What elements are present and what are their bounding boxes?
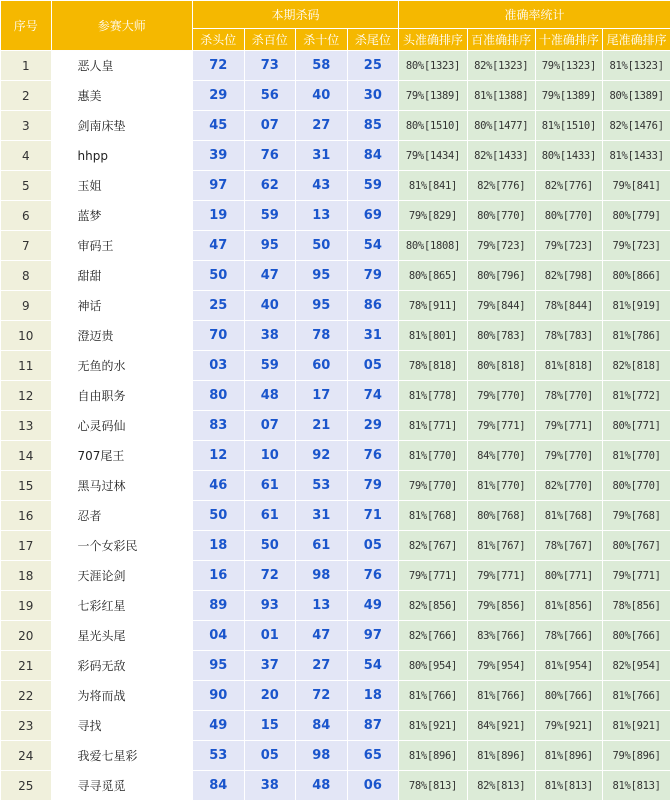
row-accuracy-stat: 80%[865] bbox=[399, 261, 467, 290]
table-row bbox=[1, 741, 670, 770]
table-body bbox=[1, 51, 670, 800]
row-accuracy-stat: 78%[783] bbox=[536, 321, 603, 350]
row-accuracy-stat: 80%[954] bbox=[399, 651, 467, 680]
row-kill-number: 04 bbox=[193, 621, 244, 650]
row-accuracy-stat: 81%[770] bbox=[603, 441, 670, 470]
row-accuracy-stat: 81%[801] bbox=[399, 321, 467, 350]
row-accuracy-stat: 80%[796] bbox=[468, 261, 535, 290]
row-master-name: 神话 bbox=[52, 291, 192, 320]
row-accuracy-stat: 82%[776] bbox=[536, 171, 603, 200]
row-kill-number: 45 bbox=[193, 111, 244, 140]
row-kill-number: 46 bbox=[193, 471, 244, 500]
row-kill-number: 84 bbox=[348, 141, 399, 170]
row-accuracy-stat: 79%[841] bbox=[603, 171, 670, 200]
row-accuracy-stat: 82%[856] bbox=[399, 591, 467, 620]
row-kill-number: 39 bbox=[193, 141, 244, 170]
row-accuracy-stat: 79%[770] bbox=[468, 381, 535, 410]
header-stat-head: 头准确排序 bbox=[399, 29, 467, 50]
row-kill-number: 95 bbox=[296, 291, 347, 320]
row-kill-number: 13 bbox=[296, 201, 347, 230]
row-accuracy-stat: 81%[813] bbox=[603, 771, 670, 800]
row-master-name: 为将而战 bbox=[52, 681, 192, 710]
row-kill-number: 95 bbox=[193, 651, 244, 680]
row-accuracy-stat: 81%[896] bbox=[536, 741, 603, 770]
header-kill-group: 本期杀码 bbox=[193, 1, 398, 28]
row-kill-number: 83 bbox=[193, 411, 244, 440]
row-accuracy-stat: 79%[1389] bbox=[536, 81, 603, 110]
row-accuracy-stat: 79%[771] bbox=[468, 411, 535, 440]
row-kill-number: 07 bbox=[245, 111, 296, 140]
header-stat-hundred: 百准确排序 bbox=[468, 29, 535, 50]
table-row bbox=[1, 771, 670, 800]
row-kill-number: 84 bbox=[296, 711, 347, 740]
row-kill-number: 54 bbox=[348, 651, 399, 680]
table-row bbox=[1, 591, 670, 620]
row-seq: 15 bbox=[1, 471, 51, 500]
row-kill-number: 93 bbox=[245, 591, 296, 620]
table-row bbox=[1, 561, 670, 590]
table-row bbox=[1, 111, 670, 140]
row-kill-number: 40 bbox=[296, 81, 347, 110]
row-accuracy-stat: 79%[1434] bbox=[399, 141, 467, 170]
row-kill-number: 13 bbox=[296, 591, 347, 620]
row-kill-number: 43 bbox=[296, 171, 347, 200]
row-kill-number: 12 bbox=[193, 441, 244, 470]
row-accuracy-stat: 79%[844] bbox=[468, 291, 535, 320]
row-kill-number: 89 bbox=[193, 591, 244, 620]
header-kill-ten: 杀十位 bbox=[296, 29, 347, 50]
row-accuracy-stat: 81%[1433] bbox=[603, 141, 670, 170]
row-accuracy-stat: 81%[772] bbox=[603, 381, 670, 410]
row-accuracy-stat: 78%[767] bbox=[536, 531, 603, 560]
row-seq: 6 bbox=[1, 201, 51, 230]
row-master-name: 自由职务 bbox=[52, 381, 192, 410]
row-kill-number: 72 bbox=[193, 51, 244, 80]
row-accuracy-stat: 79%[770] bbox=[399, 471, 467, 500]
row-kill-number: 31 bbox=[296, 141, 347, 170]
row-master-name: hhpp bbox=[52, 141, 192, 170]
row-accuracy-stat: 80%[1433] bbox=[536, 141, 603, 170]
row-kill-number: 27 bbox=[296, 111, 347, 140]
row-kill-number: 58 bbox=[296, 51, 347, 80]
row-accuracy-stat: 81%[1323] bbox=[603, 51, 670, 80]
table-row bbox=[1, 711, 670, 740]
row-kill-number: 76 bbox=[245, 141, 296, 170]
table-row bbox=[1, 231, 670, 260]
row-kill-number: 48 bbox=[296, 771, 347, 800]
row-master-name: 寻找 bbox=[52, 711, 192, 740]
row-accuracy-stat: 78%[844] bbox=[536, 291, 603, 320]
table-row bbox=[1, 51, 670, 80]
row-accuracy-stat: 78%[766] bbox=[536, 621, 603, 650]
row-kill-number: 59 bbox=[245, 351, 296, 380]
row-kill-number: 18 bbox=[348, 681, 399, 710]
row-kill-number: 01 bbox=[245, 621, 296, 650]
row-accuracy-stat: 81%[841] bbox=[399, 171, 467, 200]
row-seq: 17 bbox=[1, 531, 51, 560]
row-master-name: 蓝梦 bbox=[52, 201, 192, 230]
row-kill-number: 98 bbox=[296, 741, 347, 770]
table-row bbox=[1, 381, 670, 410]
row-master-name: 天涯论剑 bbox=[52, 561, 192, 590]
row-accuracy-stat: 81%[766] bbox=[603, 681, 670, 710]
row-accuracy-stat: 81%[896] bbox=[399, 741, 467, 770]
row-kill-number: 95 bbox=[296, 261, 347, 290]
row-kill-number: 05 bbox=[348, 531, 399, 560]
row-accuracy-stat: 81%[771] bbox=[399, 411, 467, 440]
row-accuracy-stat: 80%[1389] bbox=[603, 81, 670, 110]
row-kill-number: 72 bbox=[245, 561, 296, 590]
table-row bbox=[1, 141, 670, 170]
row-kill-number: 61 bbox=[245, 471, 296, 500]
header-stat-ten: 十准确排序 bbox=[536, 29, 603, 50]
table-row bbox=[1, 351, 670, 380]
header-seq: 序号 bbox=[1, 1, 51, 50]
row-accuracy-stat: 78%[818] bbox=[399, 351, 467, 380]
row-kill-number: 47 bbox=[193, 231, 244, 260]
row-kill-number: 80 bbox=[193, 381, 244, 410]
row-accuracy-stat: 79%[921] bbox=[536, 711, 603, 740]
row-seq: 8 bbox=[1, 261, 51, 290]
row-accuracy-stat: 78%[770] bbox=[536, 381, 603, 410]
row-kill-number: 76 bbox=[348, 561, 399, 590]
row-seq: 3 bbox=[1, 111, 51, 140]
row-seq: 20 bbox=[1, 621, 51, 650]
row-master-name: 707尾王 bbox=[52, 441, 192, 470]
row-accuracy-stat: 80%[766] bbox=[603, 621, 670, 650]
row-kill-number: 19 bbox=[193, 201, 244, 230]
row-accuracy-stat: 84%[770] bbox=[468, 441, 535, 470]
row-kill-number: 53 bbox=[193, 741, 244, 770]
row-accuracy-stat: 81%[770] bbox=[468, 471, 535, 500]
row-kill-number: 07 bbox=[245, 411, 296, 440]
row-kill-number: 30 bbox=[348, 81, 399, 110]
header-stat-group: 准确率统计 bbox=[399, 1, 670, 28]
row-seq: 14 bbox=[1, 441, 51, 470]
row-kill-number: 50 bbox=[296, 231, 347, 260]
row-seq: 1 bbox=[1, 51, 51, 80]
row-kill-number: 50 bbox=[245, 531, 296, 560]
row-accuracy-stat: 81%[919] bbox=[603, 291, 670, 320]
row-kill-number: 73 bbox=[245, 51, 296, 80]
row-accuracy-stat: 80%[767] bbox=[603, 531, 670, 560]
table-row bbox=[1, 651, 670, 680]
row-accuracy-stat: 81%[813] bbox=[536, 771, 603, 800]
row-seq: 7 bbox=[1, 231, 51, 260]
row-accuracy-stat: 79%[770] bbox=[536, 441, 603, 470]
row-master-name: 彩码无敌 bbox=[52, 651, 192, 680]
table-row bbox=[1, 501, 670, 530]
row-accuracy-stat: 82%[1476] bbox=[603, 111, 670, 140]
row-seq: 10 bbox=[1, 321, 51, 350]
row-kill-number: 61 bbox=[296, 531, 347, 560]
row-accuracy-stat: 80%[1808] bbox=[399, 231, 467, 260]
table-row bbox=[1, 261, 670, 290]
header-master: 参赛大师 bbox=[52, 1, 192, 50]
table-row bbox=[1, 411, 670, 440]
row-kill-number: 38 bbox=[245, 321, 296, 350]
row-kill-number: 53 bbox=[296, 471, 347, 500]
row-accuracy-stat: 79%[1323] bbox=[536, 51, 603, 80]
row-accuracy-stat: 79%[1389] bbox=[399, 81, 467, 110]
row-accuracy-stat: 81%[921] bbox=[399, 711, 467, 740]
table-row bbox=[1, 201, 670, 230]
row-kill-number: 49 bbox=[193, 711, 244, 740]
row-kill-number: 59 bbox=[245, 201, 296, 230]
row-accuracy-stat: 81%[766] bbox=[468, 681, 535, 710]
row-accuracy-stat: 82%[954] bbox=[603, 651, 670, 680]
row-seq: 5 bbox=[1, 171, 51, 200]
row-accuracy-stat: 81%[856] bbox=[536, 591, 603, 620]
row-kill-number: 25 bbox=[193, 291, 244, 320]
row-kill-number: 16 bbox=[193, 561, 244, 590]
row-master-name: 惠美 bbox=[52, 81, 192, 110]
row-accuracy-stat: 80%[1323] bbox=[399, 51, 467, 80]
row-accuracy-stat: 79%[771] bbox=[536, 411, 603, 440]
row-kill-number: 79 bbox=[348, 471, 399, 500]
row-kill-number: 06 bbox=[348, 771, 399, 800]
row-kill-number: 56 bbox=[245, 81, 296, 110]
row-accuracy-stat: 81%[818] bbox=[536, 351, 603, 380]
row-kill-number: 15 bbox=[245, 711, 296, 740]
row-accuracy-stat: 80%[1477] bbox=[468, 111, 535, 140]
row-seq: 11 bbox=[1, 351, 51, 380]
row-master-name: 澄迈贵 bbox=[52, 321, 192, 350]
row-kill-number: 31 bbox=[348, 321, 399, 350]
row-kill-number: 27 bbox=[296, 651, 347, 680]
row-kill-number: 50 bbox=[193, 501, 244, 530]
row-kill-number: 38 bbox=[245, 771, 296, 800]
row-kill-number: 97 bbox=[348, 621, 399, 650]
table-row bbox=[1, 681, 670, 710]
table-row bbox=[1, 321, 670, 350]
row-master-name: 剑南床垫 bbox=[52, 111, 192, 140]
row-accuracy-stat: 79%[771] bbox=[399, 561, 467, 590]
row-seq: 22 bbox=[1, 681, 51, 710]
row-seq: 19 bbox=[1, 591, 51, 620]
row-master-name: 星光头尾 bbox=[52, 621, 192, 650]
row-seq: 21 bbox=[1, 651, 51, 680]
row-accuracy-stat: 81%[921] bbox=[603, 711, 670, 740]
table-row bbox=[1, 531, 670, 560]
row-accuracy-stat: 82%[766] bbox=[399, 621, 467, 650]
row-kill-number: 48 bbox=[245, 381, 296, 410]
row-master-name: 忍者 bbox=[52, 501, 192, 530]
row-accuracy-stat: 80%[771] bbox=[536, 561, 603, 590]
row-accuracy-stat: 82%[818] bbox=[603, 351, 670, 380]
row-master-name: 玉姐 bbox=[52, 171, 192, 200]
row-kill-number: 49 bbox=[348, 591, 399, 620]
row-accuracy-stat: 81%[768] bbox=[399, 501, 467, 530]
row-accuracy-stat: 82%[767] bbox=[399, 531, 467, 560]
table-row bbox=[1, 291, 670, 320]
row-accuracy-stat: 78%[813] bbox=[399, 771, 467, 800]
row-kill-number: 25 bbox=[348, 51, 399, 80]
row-master-name: 甜甜 bbox=[52, 261, 192, 290]
row-accuracy-stat: 80%[866] bbox=[603, 261, 670, 290]
row-accuracy-stat: 82%[770] bbox=[536, 471, 603, 500]
row-kill-number: 29 bbox=[348, 411, 399, 440]
row-kill-number: 69 bbox=[348, 201, 399, 230]
row-kill-number: 50 bbox=[193, 261, 244, 290]
row-kill-number: 85 bbox=[348, 111, 399, 140]
row-accuracy-stat: 82%[776] bbox=[468, 171, 535, 200]
row-kill-number: 17 bbox=[296, 381, 347, 410]
row-kill-number: 71 bbox=[348, 501, 399, 530]
row-kill-number: 86 bbox=[348, 291, 399, 320]
row-accuracy-stat: 82%[813] bbox=[468, 771, 535, 800]
row-accuracy-stat: 81%[767] bbox=[468, 531, 535, 560]
row-accuracy-stat: 82%[1323] bbox=[468, 51, 535, 80]
row-accuracy-stat: 82%[1433] bbox=[468, 141, 535, 170]
row-master-name: 无鱼的水 bbox=[52, 351, 192, 380]
row-accuracy-stat: 81%[1510] bbox=[536, 111, 603, 140]
row-accuracy-stat: 81%[778] bbox=[399, 381, 467, 410]
header-kill-tail: 杀尾位 bbox=[348, 29, 399, 50]
row-kill-number: 95 bbox=[245, 231, 296, 260]
row-master-name: 恶人皇 bbox=[52, 51, 192, 80]
table-row bbox=[1, 441, 670, 470]
row-accuracy-stat: 81%[896] bbox=[468, 741, 535, 770]
row-accuracy-stat: 79%[954] bbox=[468, 651, 535, 680]
row-kill-number: 31 bbox=[296, 501, 347, 530]
row-kill-number: 61 bbox=[245, 501, 296, 530]
row-master-name: 一个女彩民 bbox=[52, 531, 192, 560]
row-seq: 25 bbox=[1, 771, 51, 800]
row-kill-number: 65 bbox=[348, 741, 399, 770]
row-accuracy-stat: 78%[911] bbox=[399, 291, 467, 320]
row-kill-number: 47 bbox=[296, 621, 347, 650]
row-kill-number: 05 bbox=[348, 351, 399, 380]
row-kill-number: 72 bbox=[296, 681, 347, 710]
row-kill-number: 10 bbox=[245, 441, 296, 470]
row-kill-number: 90 bbox=[193, 681, 244, 710]
row-kill-number: 29 bbox=[193, 81, 244, 110]
row-accuracy-stat: 80%[770] bbox=[603, 471, 670, 500]
row-master-name: 审码王 bbox=[52, 231, 192, 260]
row-kill-number: 92 bbox=[296, 441, 347, 470]
row-kill-number: 97 bbox=[193, 171, 244, 200]
row-kill-number: 98 bbox=[296, 561, 347, 590]
table-row bbox=[1, 81, 670, 110]
header-kill-head: 杀头位 bbox=[193, 29, 244, 50]
row-accuracy-stat: 79%[723] bbox=[536, 231, 603, 260]
row-kill-number: 37 bbox=[245, 651, 296, 680]
row-kill-number: 60 bbox=[296, 351, 347, 380]
row-accuracy-stat: 79%[896] bbox=[603, 741, 670, 770]
row-accuracy-stat: 81%[1388] bbox=[468, 81, 535, 110]
row-accuracy-stat: 81%[770] bbox=[399, 441, 467, 470]
row-master-name: 寻寻觅觅 bbox=[52, 771, 192, 800]
row-accuracy-stat: 80%[770] bbox=[468, 201, 535, 230]
row-accuracy-stat: 79%[829] bbox=[399, 201, 467, 230]
row-accuracy-stat: 80%[779] bbox=[603, 201, 670, 230]
row-accuracy-stat: 79%[771] bbox=[603, 561, 670, 590]
row-accuracy-stat: 78%[856] bbox=[603, 591, 670, 620]
row-kill-number: 40 bbox=[245, 291, 296, 320]
row-kill-number: 20 bbox=[245, 681, 296, 710]
row-seq: 4 bbox=[1, 141, 51, 170]
row-kill-number: 54 bbox=[348, 231, 399, 260]
row-accuracy-stat: 79%[723] bbox=[468, 231, 535, 260]
row-accuracy-stat: 80%[771] bbox=[603, 411, 670, 440]
row-kill-number: 84 bbox=[193, 771, 244, 800]
table-row bbox=[1, 471, 670, 500]
row-accuracy-stat: 83%[766] bbox=[468, 621, 535, 650]
row-seq: 13 bbox=[1, 411, 51, 440]
row-accuracy-stat: 81%[786] bbox=[603, 321, 670, 350]
row-seq: 16 bbox=[1, 501, 51, 530]
row-accuracy-stat: 82%[798] bbox=[536, 261, 603, 290]
row-seq: 18 bbox=[1, 561, 51, 590]
row-kill-number: 76 bbox=[348, 441, 399, 470]
row-master-name: 七彩红星 bbox=[52, 591, 192, 620]
row-accuracy-stat: 80%[770] bbox=[536, 201, 603, 230]
row-seq: 12 bbox=[1, 381, 51, 410]
row-master-name: 我爱七星彩 bbox=[52, 741, 192, 770]
table-row bbox=[1, 621, 670, 650]
row-kill-number: 79 bbox=[348, 261, 399, 290]
row-kill-number: 62 bbox=[245, 171, 296, 200]
row-accuracy-stat: 84%[921] bbox=[468, 711, 535, 740]
row-accuracy-stat: 80%[768] bbox=[468, 501, 535, 530]
row-accuracy-stat: 80%[783] bbox=[468, 321, 535, 350]
row-seq: 24 bbox=[1, 741, 51, 770]
row-accuracy-stat: 80%[766] bbox=[536, 681, 603, 710]
row-accuracy-stat: 80%[818] bbox=[468, 351, 535, 380]
row-kill-number: 05 bbox=[245, 741, 296, 770]
row-accuracy-stat: 81%[766] bbox=[399, 681, 467, 710]
row-master-name: 心灵码仙 bbox=[52, 411, 192, 440]
row-kill-number: 87 bbox=[348, 711, 399, 740]
row-kill-number: 47 bbox=[245, 261, 296, 290]
header-kill-hundred: 杀百位 bbox=[245, 29, 296, 50]
row-kill-number: 70 bbox=[193, 321, 244, 350]
table-row bbox=[1, 171, 670, 200]
row-accuracy-stat: 81%[768] bbox=[536, 501, 603, 530]
row-seq: 9 bbox=[1, 291, 51, 320]
row-accuracy-stat: 79%[771] bbox=[468, 561, 535, 590]
row-accuracy-stat: 79%[768] bbox=[603, 501, 670, 530]
row-accuracy-stat: 79%[723] bbox=[603, 231, 670, 260]
row-seq: 2 bbox=[1, 81, 51, 110]
row-accuracy-stat: 81%[954] bbox=[536, 651, 603, 680]
row-kill-number: 03 bbox=[193, 351, 244, 380]
row-kill-number: 18 bbox=[193, 531, 244, 560]
header-stat-tail: 尾准确排序 bbox=[603, 29, 670, 50]
row-seq: 23 bbox=[1, 711, 51, 740]
row-kill-number: 59 bbox=[348, 171, 399, 200]
row-kill-number: 74 bbox=[348, 381, 399, 410]
row-kill-number: 78 bbox=[296, 321, 347, 350]
row-accuracy-stat: 79%[856] bbox=[468, 591, 535, 620]
row-accuracy-stat: 80%[1510] bbox=[399, 111, 467, 140]
row-master-name: 黑马过林 bbox=[52, 471, 192, 500]
row-kill-number: 21 bbox=[296, 411, 347, 440]
